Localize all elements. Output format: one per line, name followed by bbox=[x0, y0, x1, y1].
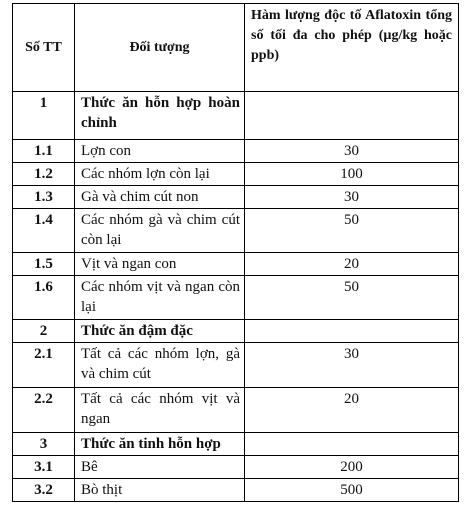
row-object: Các nhóm gà và chim cút còn lại bbox=[75, 209, 245, 253]
row-no: 3 bbox=[13, 433, 75, 456]
row-value: 50 bbox=[245, 276, 459, 320]
row-no: 3.1 bbox=[13, 456, 75, 479]
row-object: Các nhóm lợn còn lại bbox=[75, 163, 245, 186]
row-value: 100 bbox=[245, 163, 459, 186]
table-row bbox=[13, 456, 459, 479]
row-no: 1.6 bbox=[13, 276, 75, 320]
row-no: 1.2 bbox=[13, 163, 75, 186]
header-limit: Hàm lượng độc tố Aflatoxin tổng số tối đa cho phép (µg/kg hoặc ppb) bbox=[245, 4, 459, 92]
row-no: 1 bbox=[13, 92, 75, 140]
row-value: 30 bbox=[245, 343, 459, 388]
row-no: 2.1 bbox=[13, 343, 75, 388]
row-no: 2 bbox=[13, 320, 75, 343]
table-row bbox=[13, 140, 459, 163]
row-no: 2.2 bbox=[13, 388, 75, 433]
row-object: Vịt và ngan con bbox=[75, 253, 245, 276]
row-object: Các nhóm vịt và ngan còn lại bbox=[75, 276, 245, 320]
table-row bbox=[13, 186, 459, 209]
row-value: 30 bbox=[245, 186, 459, 209]
table-row bbox=[13, 479, 459, 502]
row-no: 1.1 bbox=[13, 140, 75, 163]
row-object: Gà và chim cút non bbox=[75, 186, 245, 209]
table-row bbox=[13, 209, 459, 253]
table-row bbox=[13, 388, 459, 433]
row-object: Thức ăn hỗn hợp hoàn chỉnh bbox=[75, 92, 245, 140]
row-object: Thức ăn đậm đặc bbox=[75, 320, 245, 343]
table-row bbox=[13, 253, 459, 276]
row-value bbox=[245, 433, 459, 456]
row-value: 200 bbox=[245, 456, 459, 479]
row-value bbox=[245, 320, 459, 343]
row-value: 30 bbox=[245, 140, 459, 163]
row-value bbox=[245, 92, 459, 140]
header-object: Đối tượng bbox=[75, 4, 245, 92]
table-row bbox=[13, 92, 459, 140]
row-no: 1.5 bbox=[13, 253, 75, 276]
table-row bbox=[13, 163, 459, 186]
table-row bbox=[13, 276, 459, 320]
row-no: 3.2 bbox=[13, 479, 75, 502]
table-row bbox=[13, 320, 459, 343]
header-no: Số TT bbox=[13, 4, 75, 92]
row-value: 20 bbox=[245, 253, 459, 276]
row-object: Lợn con bbox=[75, 140, 245, 163]
row-object: Tất cả các nhóm vịt và ngan bbox=[75, 388, 245, 433]
table-row bbox=[13, 343, 459, 388]
table-header-row bbox=[13, 4, 459, 92]
row-object: Thức ăn tinh hỗn hợp bbox=[75, 433, 245, 456]
row-value: 500 bbox=[245, 479, 459, 502]
row-object: Bò thịt bbox=[75, 479, 245, 502]
row-object: Tất cả các nhóm lợn, gà và chim cút bbox=[75, 343, 245, 388]
row-no: 1.3 bbox=[13, 186, 75, 209]
aflatoxin-limits-table bbox=[12, 3, 459, 502]
document-page bbox=[12, 3, 458, 502]
row-value: 50 bbox=[245, 209, 459, 253]
table-row bbox=[13, 433, 459, 456]
row-object: Bê bbox=[75, 456, 245, 479]
row-value: 20 bbox=[245, 388, 459, 433]
row-no: 1.4 bbox=[13, 209, 75, 253]
